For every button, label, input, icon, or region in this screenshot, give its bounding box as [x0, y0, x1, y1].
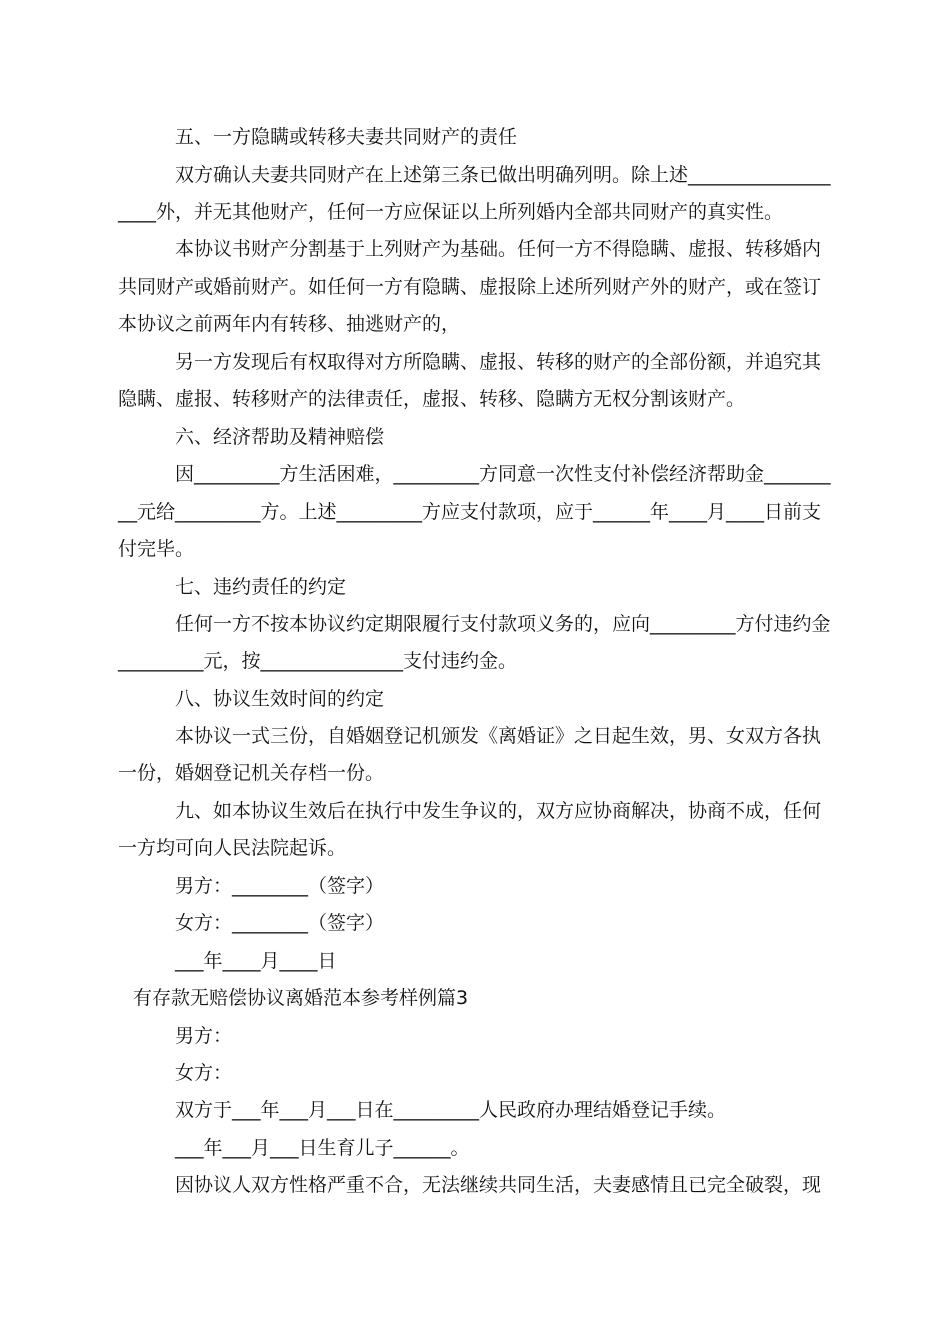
paragraph-line: 本协议之前两年内有转移、抽逃财产的， [118, 313, 461, 335]
document-title: 有存款无赔偿协议离婚范本参考样例篇3 [133, 987, 469, 1009]
paragraph-line: 另一方发现后有权取得对方所隐瞒、虚报、转移的财产的全部份额，并追究其 [175, 351, 822, 373]
paragraph-line: 因_________方生活困难，_________方同意一次性支付补偿经济帮助金_______ [175, 463, 831, 485]
paragraph-line: __元给_________方。上述_________方应支付款项，应于______年____月____日前支 [118, 501, 822, 523]
paragraph-line: ____外，并无其他财产，任何一方应保证以上所列婚内全部共同财产的真实性。 [118, 201, 784, 223]
paragraph-line: 九、如本协议生效后在执行中发生争议的，双方应协商解决，协商不成，任何 [175, 800, 822, 822]
section-heading-8: 八、协议生效时间的约定 [175, 688, 385, 710]
section-heading-5: 五、一方隐瞒或转移夫妻共同财产的责任 [175, 126, 518, 148]
signature-line-male: 男方：________（签字） [175, 875, 385, 897]
signature-line-female: 女方：________（签字） [175, 912, 385, 934]
paragraph-line: 双方于___年___月___日在_________人民政府办理结婚登记手续。 [175, 1099, 727, 1121]
date-line: ___年____月____日 [175, 950, 337, 972]
paragraph-line: ___年___月___日生育儿子______。 [175, 1137, 470, 1159]
paragraph-line: 一方均可向人民法院起诉。 [118, 837, 347, 859]
paragraph-line: 隐瞒、虚报、转移财产的法律责任，虚报、转移、隐瞒方无权分割该财产。 [118, 388, 746, 410]
section-heading-6: 六、经济帮助及精神赔偿 [175, 426, 385, 448]
paragraph-line: _________元，按_______________支付违约金。 [118, 650, 518, 672]
party-male-line: 男方： [175, 1025, 233, 1047]
paragraph-line: 付完毕。 [118, 538, 195, 560]
party-female-line: 女方： [175, 1062, 233, 1084]
paragraph-line: 双方确认夫妻共同财产在上述第三条已做出明确列明。除上述_______________ [175, 164, 831, 186]
paragraph-line: 本协议书财产分割基于上列财产为基础。任何一方不得隐瞒、虚报、转移婚内 [175, 238, 822, 260]
paragraph-line: 一份，婚姻登记机关存档一份。 [118, 762, 385, 784]
paragraph-line: 本协议一式三份，自婚姻登记机颁发《离婚证》之日起生效，男、女双方各执 [175, 725, 822, 747]
paragraph-line: 共同财产或婚前财产。如任何一方有隐瞒、虚报除上述所列财产外的财产，或在签订 [118, 276, 822, 298]
section-heading-7: 七、违约责任的约定 [175, 576, 347, 598]
paragraph-line: 因协议人双方性格严重不合，无法继续共同生活，夫妻感情且已完全破裂，现 [175, 1174, 822, 1196]
paragraph-line: 任何一方不按本协议约定期限履行支付款项义务的，应向_________方付违约金 [175, 613, 831, 635]
